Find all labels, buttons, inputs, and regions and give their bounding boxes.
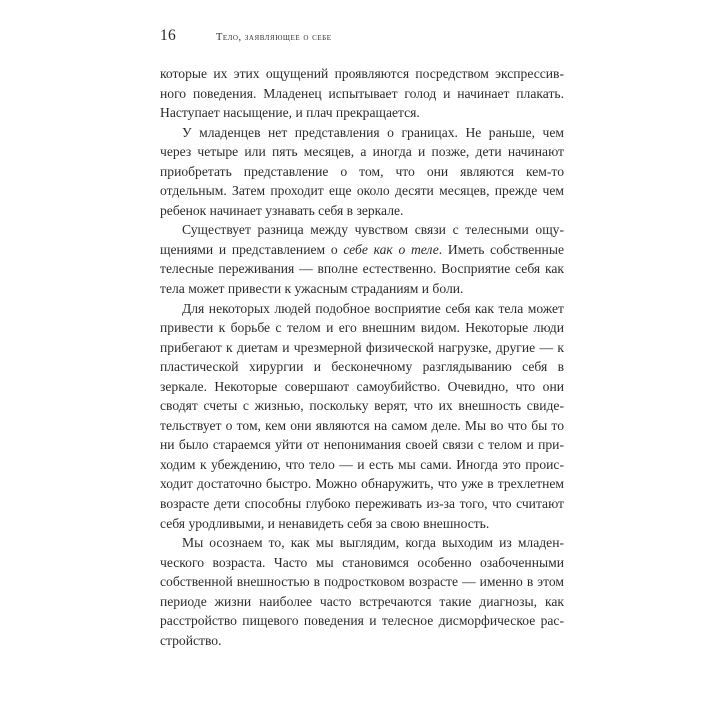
running-head-title: тело, заявляющее о себе: [216, 32, 332, 43]
paragraph: Для некоторых людей подобное восприятие себя как тела может привести к борьбе с телом и его внешним видом. Некоторые люди прибегают к диетам и чрезмерной физической нагрузке, другие — к пластической хирургии и бесконечному разглядыванию себя в зеркале. Некоторые совершают самоубийство. Очевидно, что они сводят счеты с жизнью, поскольку верят, что их внешность свидетельствует о том, кем они являются на самом деле. Мы во что бы то ни было стараемся уйти от непонимания своей связи с телом и приходим к убеждению, что тело — и есть мы сами. Иногда это происходит достаточно быстро. Можно обнаружить, что уже в трехлетнем возрасте дети способны глубоко переживать из-за того, что считают себя уродливыми, и ненавидеть себя за свою внешность.: [160, 300, 564, 531]
text-block: [160, 64, 564, 650]
emphasis-phrase: себе как о теле: [343, 241, 439, 257]
page-number: 16: [160, 27, 176, 44]
paragraph-text-segment: Существует разница между чувством связи с телесными ощущениями и представлением о: [160, 222, 564, 257]
running-head: [160, 27, 564, 45]
paragraph-text-segment: . Иметь собственные телесные переживания — вполне естественно. Восприятие себя как тела может привести к ужасным страданиям и боли.: [160, 241, 564, 297]
paragraph: которые их этих ощущений проявляются посредством экспрессивного поведения. Младенец испытывает голод и начинает плакать. Наступает насыщение, и плач прекращается.: [160, 66, 564, 121]
paragraph: [160, 220, 564, 298]
paragraph: Мы осознаем то, как мы выглядим, когда выходим из младенческого возраста. Часто мы становимся особенно озабоченными собственной внешностью в подростковом возрасте — именно в этом периоде жизни наиболее часто встречаются такие диагнозы, как расстройство пищевого поведения и телесное дисморфическое расстройство.: [160, 535, 564, 648]
paragraph: У младенцев нет представления о границах. Не раньше, чем через четыре или пять месяцев, а иногда и позже, дети начинают приобретать представление о том, что они являются кем-то отдельным. Затем проходит еще около десяти месяцев, прежде чем ребенок начинает узнавать себя в зеркале.: [160, 124, 564, 218]
